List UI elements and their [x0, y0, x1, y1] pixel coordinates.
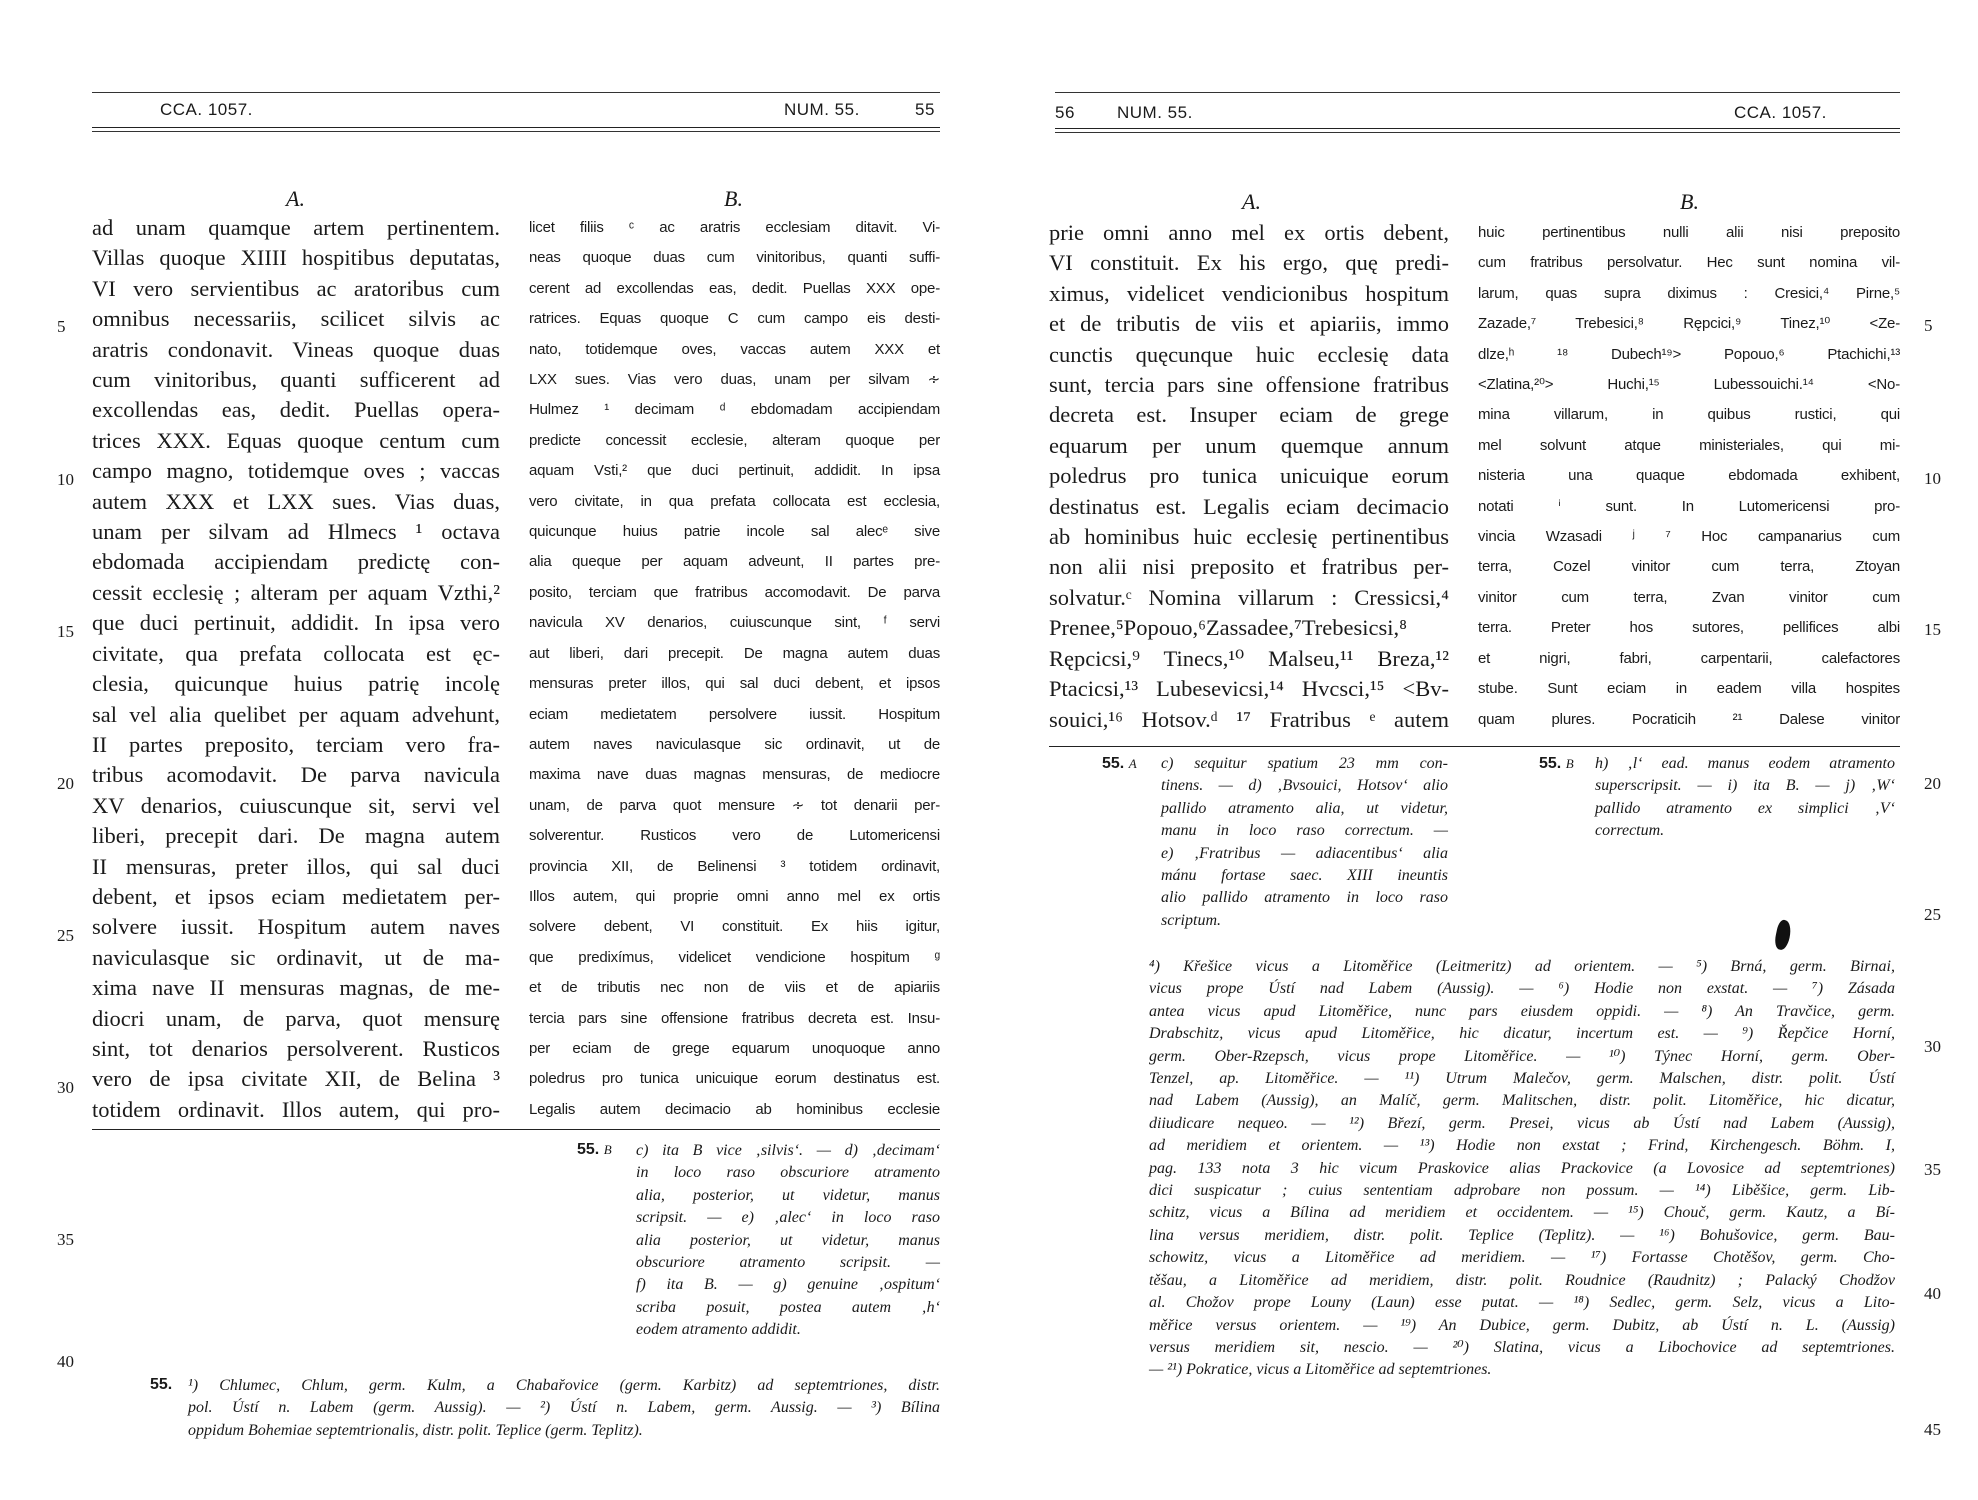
text-line: et de tributis de viis et apiariis, immo — [1049, 311, 1449, 337]
footnote-line: h) ‚l‘ ead. manus eodem atramento — [1595, 755, 1895, 772]
text-line: ebdomada accipiendam predictę con- — [92, 549, 500, 575]
text-line: larum, quas supra diximus : Cresici,⁴ Pirne,⁵ — [1478, 284, 1900, 302]
footnote-line: superscripsit. — i) ita B. — j) ‚W‘ — [1595, 777, 1895, 795]
line-number: 40 — [1924, 1284, 1941, 1303]
footnote-line: Drabschitz, vicus apud Litoměřice, hic dicatur, incertum est. — ⁹) Řepčice Horní, — [1149, 1025, 1895, 1043]
column-a-text — [92, 213, 500, 1125]
text-line: maxima nave duas magnas mensuras, de mediocre — [529, 766, 940, 784]
footnote-line: schitz, vicus a Bílina ad meridiem et occidentem. — ¹⁵) Chouč, germ. Kautz, a Bí- — [1149, 1204, 1895, 1222]
column-b-heading: B. — [1680, 189, 1699, 214]
footnote-line: alio pallido atramento in loco raso — [1161, 889, 1448, 907]
footnote-line: ad meridiem et orientem. — ¹³) Hodie non exstat ; Frind, Kirchengesch. Böhm. I, — [1149, 1137, 1895, 1155]
footnote-line: c) sequitur spatium 23 mm con- — [1161, 755, 1448, 772]
text-line: aquam Vsti,² que duci pertinuit, addidit. In ipsa — [529, 462, 940, 480]
line-number: 10 — [1924, 469, 1941, 488]
text-line: trices XXX. Equas quoque centum cum — [92, 427, 500, 453]
text-line: que predixímus, videlicet vendicione hospitum ᵍ — [529, 948, 940, 966]
footnote-line: scripsit. — e) ‚alec‘ in loco raso — [636, 1209, 940, 1227]
line-number: 20 — [57, 774, 74, 793]
text-line: omnibus necessariis, scilicet silvis ac — [92, 306, 500, 332]
text-line: sal vel alia quelibet per aquam advehunt, — [92, 701, 500, 727]
footnote-line: correctum. — [1595, 822, 1665, 840]
text-line: vero civitate, in qua prefata collocata est ecclesia, — [529, 492, 940, 510]
header-top-rule — [1055, 92, 1900, 93]
column-a-heading: A. — [1242, 189, 1261, 214]
footnote-line: nad Labem (Aussig), an Malíč, germ. Malitschen, distr. polit. Litoměřice, hic dicatur, — [1149, 1092, 1895, 1110]
header-doc-number: NUM. 55. — [1117, 103, 1193, 122]
header-doc-number: NUM. 55. — [784, 100, 860, 119]
column-a-text — [1049, 218, 1449, 735]
footnote-line: vicus prope Ústí nad Labem (Aussig). — ⁶) Hodie non exstat. — ⁷) Zásada — [1149, 980, 1895, 998]
text-line: neas quoque duas cum vinitoribus, quanti suffi- — [529, 249, 940, 267]
footnote-b-text — [636, 1140, 940, 1342]
footnote-main-label: 55. — [150, 1376, 173, 1393]
text-line: VI constituit. Ex his ergo, quę predi- — [1049, 250, 1449, 276]
header-bottom-rule — [92, 127, 940, 128]
text-line: ratrices. Equas quoque C cum campo eis desti- — [529, 310, 940, 328]
footnote-line: pallido atramento ex simplici ‚V‘ — [1595, 799, 1895, 817]
text-line: cunctis quęcunque huic ecclesię data — [1049, 341, 1449, 367]
text-footnote-rule — [1049, 746, 1900, 747]
text-line: VI vero servientibus ac aratoribus cum — [92, 275, 500, 301]
text-line: ab hominibus huic ecclesię pertinentibus — [1049, 524, 1449, 550]
text-line: que duci pertinuit, addidit. In ipsa vero — [92, 610, 500, 636]
footnote-line: antea vicus apud Litoměřice, nunc pars eiusdem oppidi. — ⁸) An Travčice, germ. — [1149, 1002, 1895, 1020]
line-number: 30 — [1924, 1037, 1941, 1056]
text-line: poledrus pro tunica unicuique eorum destinatus est. — [529, 1070, 940, 1088]
footnote-line: al. Chožov prope Louny (Laun) esse putat. — ¹⁸) Sedlec, germ. Selz, vicus a Lito- — [1149, 1294, 1895, 1312]
text-line: solvatur.ᶜ Nomina villarum : Cressicsi,⁴ — [1049, 584, 1449, 610]
footnote-line: in loco raso obscuriore atramento — [636, 1164, 940, 1182]
text-line: Villas quoque XIIII hospitibus deputatas, — [92, 245, 500, 271]
text-line: Zazade,⁷ Trebesici,⁸ Rępcici,⁹ Tinez,¹⁰ <Ze- — [1478, 315, 1900, 333]
text-line: vinitor cum terra, Zvan vinitor cum — [1478, 588, 1900, 606]
text-line: nato, totidemque oves, vaccas autem XXX et — [529, 340, 940, 358]
text-line: II mensuras, preter illos, qui sal duci — [92, 853, 500, 879]
page-number: 56 — [1055, 103, 1075, 122]
text-line: diocri unam, de parva, quot mensurę — [92, 1005, 500, 1031]
text-line: II partes preposito, terciam vero fra- — [92, 731, 500, 757]
text-line: xima nave II mensuras magnas, de me- — [92, 975, 500, 1001]
footnote-b-label: 55. B — [1539, 755, 1574, 772]
column-b-text — [529, 213, 940, 1125]
footnote-line: f) ita B. — g) genuine ‚ospitum‘ — [636, 1276, 940, 1294]
text-line: provincia XII, de Belinensi ³ totidem ordinavit, — [529, 857, 940, 875]
ink-blot — [1773, 919, 1793, 951]
text-line: vincia Wzasadi ʲ ⁷ Hoc campanarius cum — [1478, 528, 1900, 546]
text-line: mel solvunt atque ministeriales, qui mi- — [1478, 436, 1900, 454]
footnote-line: alia posterior, ut videtur, manus — [636, 1231, 940, 1249]
footnote-line: ¹) Chlumec, Chlum, germ. Kulm, a Chabařovice (germ. Karbitz) ad septemtriones, distr. — [188, 1377, 940, 1394]
footnote-line: tinens. — d) ‚Bvsouici, Hotsov‘ alio — [1161, 777, 1448, 795]
line-number: 15 — [57, 622, 74, 641]
text-line: unam per silvam ad Hlmecs ¹ octava — [92, 519, 500, 545]
footnote-line: versus meridiem sit, nescio. — ²⁰) Slatina, vicus a Libochovice ad septemtriones. — [1149, 1338, 1895, 1356]
text-line: ad unam quamque artem pertinentem. — [92, 215, 500, 240]
line-number: 45 — [1924, 1420, 1941, 1439]
footnote-a-label: 55. A — [1102, 755, 1137, 772]
text-line: mina villarum, in quibus rustici, qui — [1478, 406, 1900, 424]
right-page — [989, 0, 1978, 1500]
text-line: totidem ordinavit. Illos autem, qui pro- — [92, 1096, 500, 1122]
footnote-line: mánu fortase saec. XIII ineuntis — [1161, 867, 1448, 885]
footnote-line: c) ita B vice ‚silvis‘. — d) ‚decimam‘ — [636, 1142, 940, 1159]
line-number: 10 — [57, 470, 74, 489]
text-line: debent, et ipsos eciam medietatem per- — [92, 883, 500, 909]
footnote-line: alia, posterior, ut videtur, manus — [636, 1186, 940, 1204]
text-line: solverentur. Rusticos vero de Lutomericensi — [529, 827, 940, 845]
text-line: Rępcicsi,⁹ Tinecs,¹⁰ Malseu,¹¹ Breza,¹² — [1049, 645, 1449, 671]
footnote-main-text — [188, 1375, 940, 1442]
header-date: CCA. 1057. — [1734, 103, 1827, 122]
text-line: sunt, tercia pars sine offensione fratribus — [1049, 372, 1449, 398]
text-line: sint, tot denarios persolverent. Rusticos — [92, 1035, 500, 1061]
header-bottom-rule — [1055, 128, 1900, 129]
text-line: navicula XV denarios, cuiuscunque sint, ᶠ servi — [529, 614, 940, 632]
line-number: 35 — [57, 1230, 74, 1249]
line-number: 35 — [1924, 1160, 1941, 1179]
header-top-rule — [92, 92, 940, 93]
column-a-heading: A. — [286, 186, 305, 211]
line-number: 30 — [57, 1078, 74, 1097]
footnote-line: schowitz, vicus a Litoměřice ad meridiem. — ¹⁷) Fortasse Chotěšov, germ. Cho- — [1149, 1249, 1895, 1267]
text-line: quam plures. Pocraticih ²¹ Dalese vinitor — [1478, 710, 1900, 728]
footnote-main-text — [1149, 956, 1895, 1382]
line-number: 40 — [57, 1352, 74, 1371]
text-line: cerent ad excollendas eas, dedit. Puellas XXX ope- — [529, 279, 940, 297]
text-line: et nigri, fabri, carpentarii, calefactores — [1478, 649, 1900, 667]
text-line: cum vinitoribus, quanti sufficerent ad — [92, 367, 500, 393]
text-line: campo magno, totidemque oves ; vaccas — [92, 458, 500, 484]
footnote-line: scriba posuit, postea autem ‚h‘ — [636, 1298, 940, 1316]
line-number: 25 — [1924, 905, 1941, 924]
footnote-line: dici suspicatur ; cuius sententiam adprobare non possum. — ¹⁴) Liběšice, germ. Lib- — [1149, 1182, 1895, 1200]
text-line: souici,¹⁶ Hotsov.ᵈ ¹⁷ Fratribus ᵉ autem — [1049, 706, 1449, 732]
text-line: dlze,ʰ ¹⁸ Dubech¹⁹> Popouo,⁶ Ptachichi,¹³ — [1478, 345, 1900, 363]
footnote-line: obscuriore atramento scripsit. — — [636, 1254, 940, 1272]
text-line: Illos autem, qui proprie omni anno mel ex ortis — [529, 887, 940, 905]
text-line: cessit ecclesię ; alteram per aquam Vzthi,² — [92, 579, 500, 605]
text-line: Prenee,⁵Popouo,⁶Zassadee,⁷Trebesicsi,⁸ — [1049, 615, 1407, 641]
footnote-b-label: 55. B — [577, 1141, 612, 1158]
text-line: non alii nisi preposito et fratribus per- — [1049, 554, 1449, 580]
column-b-text — [1478, 218, 1900, 735]
line-number: 25 — [57, 926, 74, 945]
text-line: autem naves naviculasque sic ordinavit, ut de — [529, 735, 940, 753]
footnote-line: germ. Ober-Rzepsch, vicus prope Litoměřice. — ¹⁰) Týnec Horní, germ. Ober- — [1149, 1047, 1895, 1065]
text-footnote-rule — [92, 1129, 940, 1130]
text-line: vero de ipsa civitate XII, de Belina ³ — [92, 1066, 500, 1092]
text-line: terra. Preter hos sutores, pellifices albi — [1478, 619, 1900, 637]
footnote-a-text — [1161, 753, 1448, 932]
text-line: quicunque huius patrie incole sal alecᵉ sive — [529, 523, 940, 541]
footnote-line: měřice versus orientem. — ¹⁹) An Dubice, germ. Dubitz, ab Ústí n. L. (Aussig) — [1149, 1316, 1895, 1334]
text-line: notati ⁱ sunt. In Lutomericensi pro- — [1478, 497, 1900, 515]
line-number: 15 — [1924, 620, 1941, 639]
text-line: ximus, videlicet vendicionibus hospitum — [1049, 280, 1449, 306]
text-line: poledrus pro tunica unicuique eorum — [1049, 463, 1449, 489]
text-line: solvere debent, VI constituit. Ex hiis igitur, — [529, 918, 940, 936]
text-line: stube. Sunt eciam in eadem villa hospites — [1478, 680, 1900, 698]
header-bottom-rule-2 — [92, 131, 940, 132]
footnote-line: — ²¹) Pokratice, vicus a Litoměřice ad septemtriones. — [1149, 1361, 1492, 1379]
line-number: 5 — [57, 317, 66, 336]
column-b-heading: B. — [724, 186, 743, 211]
text-line: destinatus est. Legalis eciam decimacio — [1049, 493, 1449, 519]
text-line: cum fratribus persolvatur. Hec sunt nomina vil- — [1478, 254, 1900, 272]
text-line: decreta est. Insuper eciam de grege — [1049, 402, 1449, 428]
footnote-b-text — [1595, 753, 1895, 843]
line-number: 5 — [1924, 316, 1933, 335]
text-line: tercia pars sine offensione fratribus decreta est. Insu- — [529, 1009, 940, 1027]
text-line: Ptacicsi,¹³ Lubesevicsi,¹⁴ Hvcsci,¹⁵ <Bv- — [1049, 676, 1449, 702]
text-line: equarum per unum quemque annum — [1049, 432, 1449, 458]
footnote-line: Tenzel, ap. Litoměřice. — ¹¹) Utrum Malečov, germ. Malschen, distr. polit. Ústí — [1149, 1070, 1895, 1088]
text-line: autem XXX et LXX sues. Vias duas, — [92, 488, 500, 514]
text-line: licet filiis ᶜ ac aratris ecclesiam ditavit. Vi- — [529, 219, 940, 236]
text-line: Legalis autem decimacio ab hominibus ecclesie — [529, 1100, 940, 1118]
page-number: 55 — [915, 100, 935, 119]
text-line: eciam medietatem persolvere iussit. Hospitum — [529, 705, 940, 723]
footnote-line: lina versus meridiem, distr. polit. Teplice (Teplitz). — ¹⁶) Bohušovice, germ. Bau- — [1149, 1226, 1895, 1244]
text-line: prie omni anno mel ex ortis debent, — [1049, 220, 1449, 245]
text-line: Hulmez ¹ decimam ᵈ ebdomadam accipiendam — [529, 401, 940, 419]
header-date: CCA. 1057. — [160, 100, 253, 119]
text-line: unam, de parva quot mensure ∻ tot denarii per- — [529, 796, 940, 814]
footnote-line: scriptum. — [1161, 911, 1221, 929]
footnote-line: pallido atramento alia, ut videtur, — [1161, 799, 1448, 817]
text-line: predicte concessit ecclesie, alteram quoque per — [529, 431, 940, 449]
footnote-line: eodem atramento addidit. — [636, 1321, 801, 1339]
footnote-line: pol. Ústí n. Labem (germ. Aussig). — ²) Ústí n. Labem, germ. Aussig. — ³) Bílina — [188, 1399, 940, 1417]
text-line: alia queque per aquam adveunt, II partes pre- — [529, 553, 940, 571]
text-line: huic pertinentibus nulli alii nisi preposito — [1478, 224, 1900, 241]
text-line: et de tributis nec non de viis et de apiariis — [529, 979, 940, 997]
text-line: LXX sues. Vias vero duas, unam per silvam ∻ — [529, 371, 940, 389]
footnote-line: diiudicare nequeo. — ¹²) Březí, germ. Presei, vicus ab Ústí nad Labem (Aussig), — [1149, 1114, 1895, 1132]
footnote-line: ⁴) Křešice vicus a Litoměřice (Leitmeritz) ad orientem. — ⁵) Brná, germ. Birnai, — [1149, 958, 1895, 975]
text-line: clesia, quicunque huius patrię incolę — [92, 671, 500, 697]
footnote-line: pag. 133 nota 3 hic vicum Praskovice alias Prackovice (a Lovosice ad septemtriones) — [1149, 1159, 1895, 1177]
line-number: 20 — [1924, 774, 1941, 793]
text-line: tribus acomodavit. De parva navicula — [92, 762, 500, 788]
text-line: civitate, qua prefata collocata est ęc- — [92, 640, 500, 666]
text-line: aut liberi, dari precepit. De magna autem duas — [529, 644, 940, 662]
text-line: <Zlatina,²⁰> Huchi,¹⁵ Lubessouichi.¹⁴ <No- — [1478, 376, 1900, 394]
text-line: liberi, precepit dari. De magna autem — [92, 823, 500, 849]
text-line: mensuras preter illos, qui sal duci debent, et ipsos — [529, 675, 940, 693]
text-line: posito, terciam que fratribus accomodavit. De parva — [529, 583, 940, 601]
footnote-line: manu in loco raso correctum. — — [1161, 822, 1448, 840]
footnote-line: oppidum Bohemiae septemtrionalis, distr. polit. Teplice (germ. Teplitz). — [188, 1421, 643, 1439]
text-line: XV denarios, cuiuscunque sit, servi vel — [92, 792, 500, 818]
header-bottom-rule-2 — [1055, 132, 1900, 133]
footnote-line: těšau, a Litoměřice ad meridiem, distr. polit. Roudnice (Raudnitz) ; Palacký Chodžov — [1149, 1271, 1895, 1289]
text-line: naviculasque sic ordinavit, ut de ma- — [92, 944, 500, 970]
text-line: nisteria una quaque ebdomada exhibent, — [1478, 467, 1900, 485]
text-line: terra, Cozel vinitor cum terra, Ztoyan — [1478, 558, 1900, 576]
text-line: excollendas eas, dedit. Puellas opera- — [92, 397, 500, 423]
text-line: per eciam de grege equarum unoquoque anno — [529, 1039, 940, 1057]
text-line: aratris condonavit. Vineas quoque duas — [92, 336, 500, 362]
footnote-line: e) ‚Fratribus — adiacentibus‘ alia — [1161, 844, 1448, 862]
text-line: solvere iussit. Hospitum autem naves — [92, 914, 500, 940]
